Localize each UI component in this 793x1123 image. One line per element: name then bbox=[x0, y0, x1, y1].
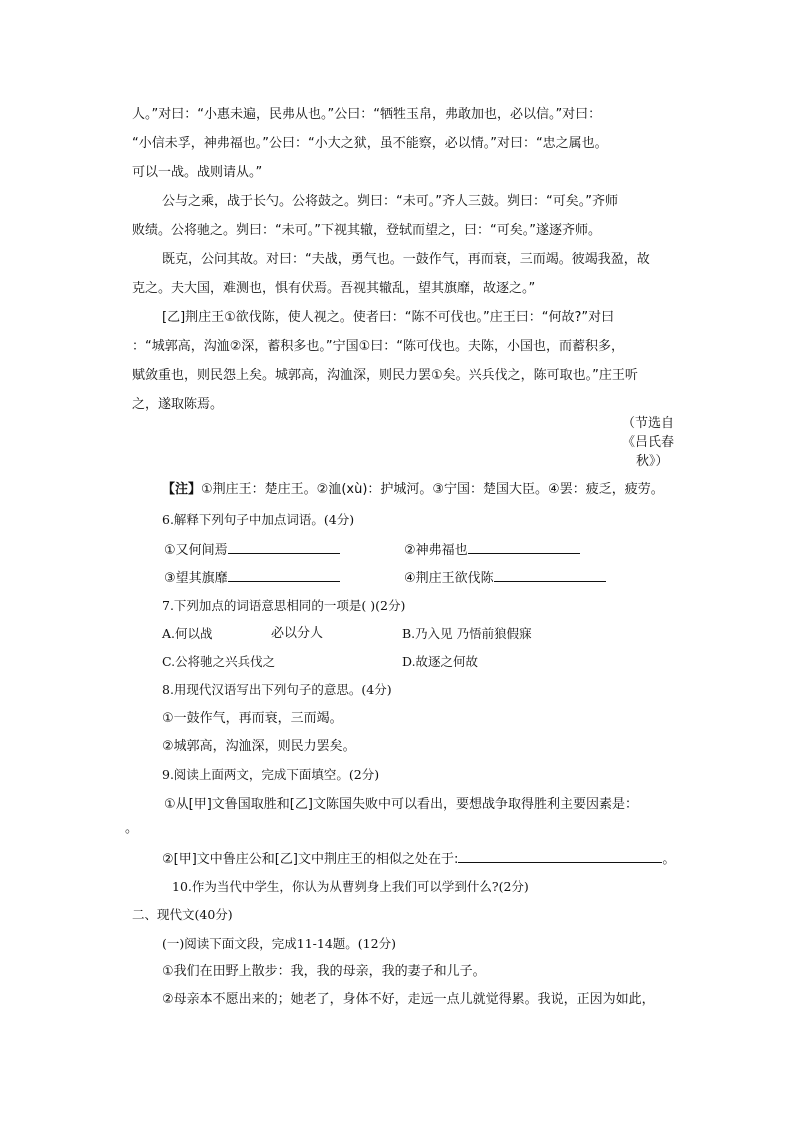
q9-b-blank[interactable] bbox=[458, 849, 662, 863]
q8-sentence-a: ①一鼓作气，再而衰，三而竭。 bbox=[162, 711, 343, 726]
q6-a-label: ①又何间焉 bbox=[164, 543, 228, 558]
q6-item-a bbox=[164, 540, 340, 560]
passage-a-line-1: 人。”对曰：“小惠未遍，民弗从也。”公曰：“牺牲玉帛，弗敢加也，必以信。”对曰： bbox=[132, 107, 602, 122]
q9-stem: 9.阅读上面两文，完成下面填空。(2分) bbox=[162, 767, 380, 782]
note-text: ①荆庄王：楚庄王。②洫(xù)：护城河。③宁国：楚国大臣。④罢：疲乏，疲劳。 bbox=[201, 482, 664, 497]
passage-a-line-4: 公与之乘，战于长勺。公将鼓之。刿曰：“未可。”齐人三鼓。刿曰：“可矣。”齐师 bbox=[162, 194, 618, 209]
q6-item-d bbox=[404, 568, 606, 588]
q6-a-blank[interactable] bbox=[228, 540, 340, 554]
passage-a-line-3: 可以一战。战则请从。” bbox=[132, 165, 263, 180]
q6-b-blank[interactable] bbox=[468, 540, 580, 554]
note-label: 【注】 bbox=[162, 482, 202, 497]
q6-d-blank[interactable] bbox=[494, 568, 606, 582]
q6-c-blank[interactable] bbox=[228, 568, 340, 582]
q7-option-a-pair: 必以分人 bbox=[271, 626, 324, 641]
q6-stem: 6.解释下列句子中加点词语。(4分) bbox=[162, 512, 355, 527]
q10-stem: 10.作为当代中学生，你认为从曹刿身上我们可以学到什么?(2分) bbox=[172, 879, 529, 894]
passage-b-line-3: 赋敛重也，则民怨上矣。城郭高，沟洫深，则民力罢①矣。兴兵伐之，陈可取也。”庄王听 bbox=[132, 368, 638, 383]
q7-stem: 7.下列加点的词语意思相同的一项是( )(2分) bbox=[162, 598, 406, 613]
passage-b-line-2: ：“城郭高，沟洫②深，蓄积多也。”宁国①曰：“陈可伐也。夫陈，小国也，而蓄积多， bbox=[132, 339, 625, 354]
q8-sentence-b: ②城郭高，沟洫深，则民力罢矣。 bbox=[162, 739, 356, 754]
section-2-paragraph-1: ①我们在田野上散步：我，我的母亲，我的妻子和儿子。 bbox=[162, 964, 486, 979]
source-line-2: 《吕氏春 bbox=[622, 435, 675, 450]
q6-item-b bbox=[404, 540, 580, 560]
q9-item-b bbox=[162, 849, 675, 869]
q7-option-c[interactable]: C.公将驰之兴兵伐之 bbox=[162, 654, 276, 669]
q6-b-label: ②神弗福也 bbox=[404, 543, 468, 558]
section-2-sub: (一)阅读下面文段，完成11-14题。(12分) bbox=[162, 936, 396, 951]
source-line-1: （节选自 bbox=[622, 416, 675, 431]
source-line-3: 秋》） bbox=[636, 454, 669, 469]
q7-option-a[interactable]: A.何以战 bbox=[162, 626, 213, 641]
passage-a-line-6: 既克，公问其故。对曰：“夫战，勇气也。一鼓作气，再而衰，三而竭。彼竭我盈，故 bbox=[162, 252, 650, 267]
passage-b-line-4: 之，遂取陈焉。 bbox=[132, 397, 224, 412]
q8-stem: 8.用现代汉语写出下列句子的意思。(4分) bbox=[162, 682, 392, 697]
passage-a-line-7: 克之。夫大国，难测也，惧有伏焉。吾视其辙乱，望其旗靡，故逐之。” bbox=[132, 281, 536, 296]
q6-item-c bbox=[164, 568, 340, 588]
annotation-note bbox=[162, 481, 664, 499]
q9-item-a-end: 。 bbox=[125, 821, 139, 836]
q9-b-label: ②[甲]文中鲁庄公和[乙]文中荆庄王的相似之处在于: bbox=[162, 852, 459, 867]
q7-option-b[interactable]: B.乃入见 乃悟前狼假寐 bbox=[402, 626, 532, 641]
q6-d-label: ④荆庄王欲伐陈 bbox=[404, 571, 494, 586]
q9-b-end: 。 bbox=[662, 852, 676, 867]
passage-b-line-1: [乙]荆庄王①欲伐陈，使人视之。使者曰：“陈不可伐也。”庄王曰：“何故?”对曰 bbox=[162, 310, 615, 325]
q7-option-d[interactable]: D.故逐之何故 bbox=[402, 654, 479, 669]
section-2-paragraph-2: ②母亲本不愿出来的；她老了，身体不好，走远一点儿就觉得累。我说，正因为如此， bbox=[162, 992, 655, 1007]
q9-item-a: ①从[甲]文鲁国取胜和[乙]文陈国失败中可以看出，要想战争取得胜利主要因素是： bbox=[164, 797, 638, 812]
passage-a-line-5: 败绩。公将驰之。刿曰：“未可。”下视其辙，登轼而望之，曰：“可矣。”遂逐齐师。 bbox=[132, 223, 601, 238]
q6-c-label: ③望其旗靡 bbox=[164, 571, 228, 586]
section-2-title: 二、现代文(40分) bbox=[132, 907, 233, 922]
passage-a-line-2: “小信未孚，神弗福也。”公曰：“小大之狱，虽不能察，必以情。”对曰：“忠之属也。 bbox=[132, 136, 608, 151]
